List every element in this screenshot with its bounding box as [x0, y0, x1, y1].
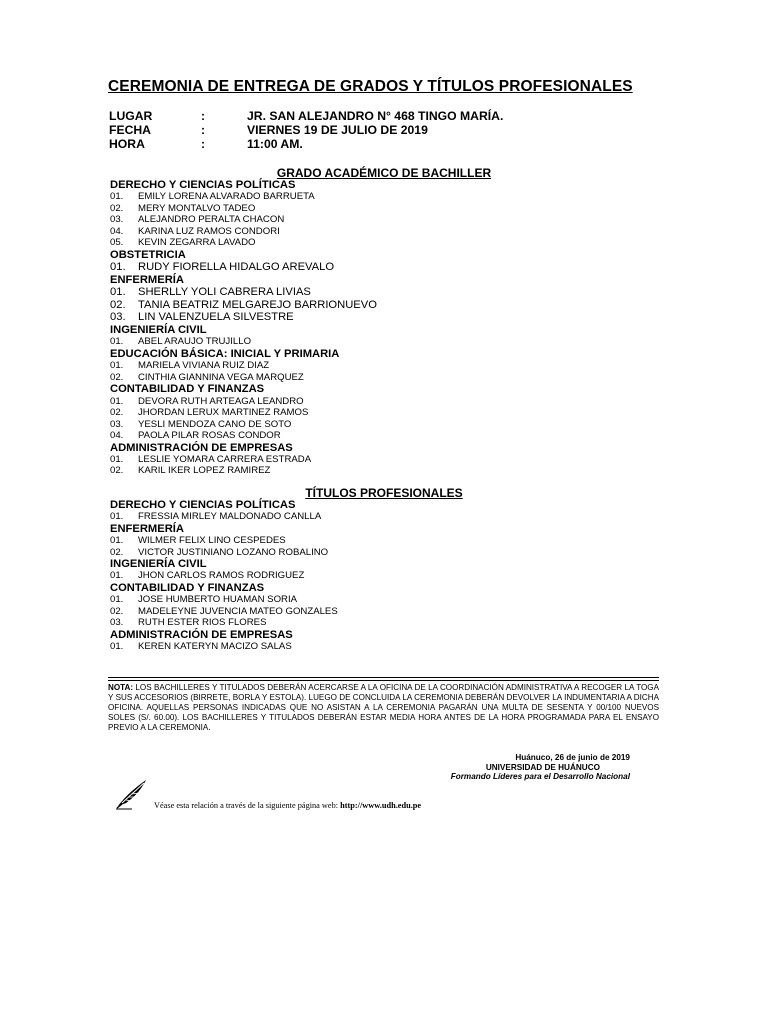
item-name: DEVORA RUTH ARTEAGA LEANDRO: [138, 395, 304, 407]
list-item: [110, 311, 670, 324]
list-item: [110, 203, 670, 215]
info-value: VIERNES 19 DE JULIO DE 2019: [247, 123, 428, 137]
item-name: EMILY LORENA ALVARADO BARRUETA: [138, 191, 315, 203]
item-number: 01.: [110, 570, 124, 582]
item-number: 03.: [110, 214, 124, 226]
category-heading: OBSTETRICIA: [110, 248, 186, 261]
category-heading: CONTABILIDAD Y FINANZAS: [110, 383, 265, 396]
info-value: JR. SAN ALEJANDRO N° 468 TINGO MARÍA.: [247, 109, 504, 123]
item-name: WILMER FELIX LINO CESPEDES: [138, 535, 286, 547]
item-name: KARIL IKER LOPEZ RAMIREZ: [138, 465, 271, 477]
list-item: [110, 299, 670, 312]
category-heading: ENFERMERÍA: [110, 522, 184, 535]
section-title-bachiller: GRADO ACADÉMICO DE BACHILLER: [276, 166, 492, 180]
list-item: [110, 214, 670, 226]
item-number: 01.: [110, 640, 124, 652]
item-name: PAOLA PILAR ROSAS CONDOR: [138, 430, 281, 442]
category-heading: DERECHO Y CIENCIAS POLÍTICAS: [110, 499, 296, 511]
list-item: [110, 594, 670, 606]
category-heading: INGENIERÍA CIVIL: [110, 324, 207, 337]
item-number: 01.: [110, 336, 124, 348]
item-number: 03.: [110, 617, 124, 629]
section-title-titulos: TÍTULOS PROFESIONALES: [305, 486, 463, 500]
item-name: ABEL ARAUJO TRUJILLO: [138, 336, 252, 348]
item-name: KARINA LUZ RAMOS CONDORI: [138, 225, 280, 237]
item-number: 01.: [110, 535, 124, 547]
item-name: KEVIN ZEGARRA LAVADO: [138, 237, 256, 249]
item-name: KEREN KATERYN MACIZO SALAS: [138, 640, 292, 652]
category-heading: ENFERMERÍA: [110, 273, 184, 286]
list-item: [110, 419, 670, 431]
item-name: VICTOR JUSTINIANO LOZANO ROBALINO: [138, 546, 329, 558]
item-name: JHORDAN LERUX MARTINEZ RAMOS: [138, 407, 309, 419]
list-item: [110, 191, 670, 203]
note-label: NOTA:: [108, 683, 134, 692]
info-label: HORA: [109, 137, 145, 151]
list-item: [110, 641, 670, 653]
category-heading: ADMINISTRACIÓN DE EMPRESAS: [110, 628, 293, 641]
item-number: 01.: [110, 453, 124, 465]
list-item: [110, 360, 670, 372]
item-name: LIN VALENZUELA SILVESTRE: [138, 311, 294, 324]
item-name: TANIA BEATRIZ MELGAREJO BARRIONUEVO: [138, 298, 377, 311]
list-item: [110, 372, 670, 384]
item-number: 01.: [110, 360, 124, 372]
divider-line: [108, 680, 659, 681]
list-item: [110, 547, 670, 559]
info-colon: :: [201, 137, 206, 151]
signature-motto: Formando Líderes para el Desarrollo Nacional: [450, 772, 630, 782]
category-heading: DERECHO Y CIENCIAS POLÍTICAS: [110, 179, 296, 191]
list-item: [110, 336, 670, 348]
item-number: 02.: [110, 202, 124, 214]
item-name: JOSE HUMBERTO HUAMAN SORIA: [138, 594, 298, 606]
list-item: [110, 511, 670, 523]
category-heading: EDUCACIÓN BÁSICA: INICIAL Y PRIMARIA: [110, 347, 340, 360]
list-item: [110, 606, 670, 618]
item-number: 05.: [110, 237, 124, 249]
item-name: MERY MONTALVO TADEO: [138, 202, 256, 214]
info-label: FECHA: [109, 123, 151, 137]
item-name: MARIELA VIVIANA RUIZ DIAZ: [138, 360, 270, 372]
item-name: YESLI MENDOZA CANO DE SOTO: [138, 418, 292, 430]
item-name: CINTHIA GIANNINA VEGA MARQUEZ: [138, 371, 304, 383]
info-label: LUGAR: [109, 109, 153, 123]
web-text: [154, 801, 421, 810]
category-heading: ADMINISTRACIÓN DE EMPRESAS: [110, 441, 293, 454]
item-number: 02.: [110, 298, 126, 311]
item-name: SHERLLY YOLI CABRERA LIVIAS: [138, 286, 311, 299]
list-item: [110, 237, 670, 249]
list-item: [110, 396, 670, 408]
list-item: [110, 535, 670, 547]
item-number: 01.: [110, 286, 126, 299]
quill-pen-icon: [116, 776, 150, 810]
list-item: [110, 570, 670, 582]
web-reference: [116, 776, 536, 816]
item-number: 02.: [110, 407, 124, 419]
document-title: CEREMONIA DE ENTREGA DE GRADOS Y TÍTULOS PROFESIONALES: [108, 78, 633, 95]
item-name: LESLIE YOMARA CARRERA ESTRADA: [138, 453, 312, 465]
item-number: 04.: [110, 225, 124, 237]
item-name: RUDY FIORELLA HIDALGO AREVALO: [138, 261, 335, 274]
item-name: ALEJANDRO PERALTA CHACON: [138, 214, 285, 226]
item-number: 01.: [110, 191, 124, 203]
bachiller-list: [110, 179, 670, 477]
item-number: 03.: [110, 418, 124, 430]
list-item: [110, 407, 670, 419]
item-name: FRESSIA MIRLEY MALDONADO CANLLA: [138, 511, 322, 523]
signature-institution: UNIVERSIDAD DE HUÁNUCO: [485, 762, 600, 772]
item-name: JHON CARLOS RAMOS RODRIGUEZ: [138, 570, 305, 582]
web-label: Véase esta relación a través de la siguiente página web:: [154, 801, 341, 810]
list-item: [110, 617, 670, 629]
category-heading: INGENIERÍA CIVIL: [110, 558, 207, 571]
item-number: 01.: [110, 261, 126, 274]
list-item: [110, 261, 670, 274]
list-item: [110, 226, 670, 238]
list-item: [110, 286, 670, 299]
note-paragraph: [108, 683, 659, 733]
info-colon: :: [201, 109, 206, 123]
category-heading: CONTABILIDAD Y FINANZAS: [110, 581, 265, 594]
item-number: 01.: [110, 511, 124, 523]
item-number: 04.: [110, 430, 124, 442]
item-number: 03.: [110, 311, 126, 324]
divider-line: [108, 677, 659, 678]
item-number: 02.: [110, 465, 124, 477]
item-number: 02.: [110, 605, 124, 617]
item-number: 02.: [110, 546, 124, 558]
item-number: 02.: [110, 371, 124, 383]
note-text: LOS BACHILLERES Y TITULADOS DEBERÁN ACERCARSE A LA OFICINA DE LA COORDINACIÓN ADMINISTRATIVA A RECOGER LA TOGA Y SUS ACCESORIOS (BIRRETE, BORLA Y ESTOLA). LUEGO DE CONCLUIDA LA CEREMONIA DEBERÁN DEVOLVER LA INDUMENTARIA A DICHA OFICINA. AQUELLAS PERSONAS INDICADAS QUE NO ASISTAN A LA CEREMONIA PAGARÁN UNA MULTA DE SESENTA Y 00/100 NUEVOS SOLES (S/. 60.00). LOS BACHILLERES Y TITULADOS DEBERÁN ESTAR MEDIA HORA ANTES DE LA HORA PROGRAMADA PARA EL ENSAYO PREVIO A LA CEREMONIA.: [108, 683, 659, 733]
signature-date: Huánuco, 26 de junio de 2019: [515, 753, 630, 762]
info-value: 11:00 AM.: [247, 137, 303, 151]
titulos-list: [110, 499, 670, 652]
item-number: 01.: [110, 594, 124, 606]
web-url-link[interactable]: http://www.udh.edu.pe: [340, 801, 422, 810]
item-name: MADELEYNE JUVENCIA MATEO GONZALES: [138, 605, 338, 617]
list-item: [110, 430, 670, 442]
list-item: [110, 465, 670, 477]
item-name: RUTH ESTER RIOS FLORES: [138, 617, 267, 629]
item-number: 01.: [110, 395, 124, 407]
info-colon: :: [201, 123, 206, 137]
list-item: [110, 454, 670, 466]
